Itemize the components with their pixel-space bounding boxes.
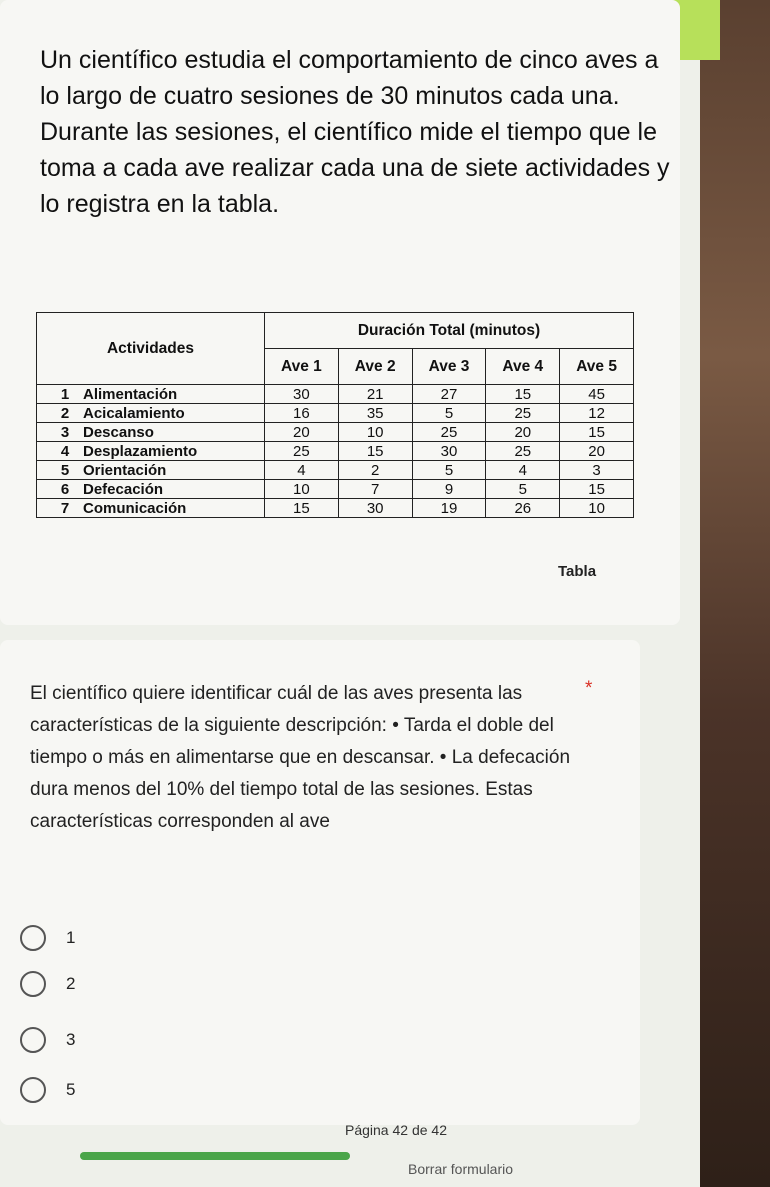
- value-cell: 4: [265, 461, 339, 480]
- intro-text: Un científico estudia el comportamiento de cinco aves a lo largo de cuatro sesiones de 30 minutos cada una. Durante las sesiones, el científico mide el tiempo que le toma a cada ave realizar cada una de siete actividades y lo registra en la tabla.: [40, 46, 670, 218]
- value-cell: 5: [412, 404, 486, 423]
- value-cell: 19: [412, 499, 486, 518]
- activity-name: Alimentación: [83, 385, 178, 403]
- header-ave-1: Ave 1: [265, 349, 339, 385]
- value-cell: 26: [486, 499, 560, 518]
- page-info: Página 42 de 42: [345, 1122, 447, 1138]
- table-row: [37, 442, 634, 461]
- activity-cell: [37, 461, 265, 480]
- value-cell: 27: [412, 385, 486, 404]
- value-cell: 20: [265, 423, 339, 442]
- table-row: [37, 480, 634, 499]
- activity-number: 3: [60, 423, 70, 441]
- activity-name: Comunicación: [83, 499, 187, 517]
- radio-button[interactable]: [20, 971, 46, 997]
- activity-cell: [37, 404, 265, 423]
- value-cell: 20: [486, 423, 560, 442]
- activity-name: Descanso: [83, 423, 154, 441]
- table-row: [37, 461, 634, 480]
- option-label: 1: [66, 928, 76, 947]
- value-cell: 25: [265, 442, 339, 461]
- value-cell: 10: [265, 480, 339, 499]
- activity-name: Orientación: [83, 461, 167, 479]
- value-cell: 25: [486, 404, 560, 423]
- activity-name: Acicalamiento: [83, 404, 185, 422]
- option-label: 5: [66, 1080, 76, 1099]
- header-ave-4: Ave 4: [486, 349, 560, 385]
- value-cell: 3: [560, 461, 634, 480]
- value-cell: 25: [486, 442, 560, 461]
- option-label: 2: [66, 974, 76, 993]
- option-2[interactable]: [20, 971, 75, 997]
- table-row: [37, 385, 634, 404]
- value-cell: 25: [412, 423, 486, 442]
- option-5[interactable]: [20, 1077, 75, 1103]
- value-cell: 4: [486, 461, 560, 480]
- activity-cell: [37, 442, 265, 461]
- option-label: 3: [66, 1030, 76, 1049]
- value-cell: 10: [560, 499, 634, 518]
- value-cell: 21: [338, 385, 412, 404]
- value-cell: 16: [265, 404, 339, 423]
- activity-name: Desplazamiento: [83, 442, 198, 460]
- table-body: [37, 385, 634, 518]
- value-cell: 10: [338, 423, 412, 442]
- activity-number: 2: [60, 404, 70, 422]
- table-row: [37, 423, 634, 442]
- clear-form-link[interactable]: Borrar formulario: [408, 1161, 514, 1177]
- progress-bar: [80, 1152, 350, 1160]
- activity-number: 5: [60, 461, 70, 479]
- activity-number: 6: [60, 480, 70, 498]
- activity-name: Defecación: [83, 480, 164, 498]
- table-row: [37, 404, 634, 423]
- activity-number: 1: [60, 385, 70, 403]
- value-cell: 20: [560, 442, 634, 461]
- value-cell: 30: [265, 385, 339, 404]
- value-cell: 7: [338, 480, 412, 499]
- header-activities: Actividades: [37, 313, 265, 385]
- activity-number: 7: [60, 499, 70, 517]
- header-ave-2: Ave 2: [338, 349, 412, 385]
- value-cell: 12: [560, 404, 634, 423]
- progress-fill: [80, 1152, 350, 1160]
- value-cell: 9: [412, 480, 486, 499]
- header-duration: Duración Total (minutos): [265, 313, 634, 349]
- table-caption: Tabla: [558, 563, 597, 580]
- activity-cell: [37, 480, 265, 499]
- value-cell: 15: [560, 480, 634, 499]
- header-ave-5: Ave 5: [560, 349, 634, 385]
- activity-cell: [37, 423, 265, 442]
- data-table: [36, 312, 634, 518]
- value-cell: 30: [412, 442, 486, 461]
- value-cell: 15: [560, 423, 634, 442]
- required-mark: *: [585, 678, 593, 699]
- activity-number: 4: [60, 442, 70, 460]
- radio-button[interactable]: [20, 925, 46, 951]
- value-cell: 5: [486, 480, 560, 499]
- question-text: El científico quiere identificar cuál de las aves presenta las características de la siguiente descripción: • Tarda el doble del tiempo o más en alimentarse que en descansar. • La defecación dura menos del 10% del tiempo total de las sesiones. Estas características corresponden al ave: [30, 683, 571, 832]
- radio-button[interactable]: [20, 1027, 46, 1053]
- activity-cell: [37, 499, 265, 518]
- value-cell: 35: [338, 404, 412, 423]
- value-cell: 5: [412, 461, 486, 480]
- radio-button[interactable]: [20, 1077, 46, 1103]
- option-3[interactable]: [20, 1027, 75, 1053]
- option-1[interactable]: [20, 925, 75, 951]
- header-ave-3: Ave 3: [412, 349, 486, 385]
- value-cell: 15: [265, 499, 339, 518]
- value-cell: 45: [560, 385, 634, 404]
- value-cell: 15: [486, 385, 560, 404]
- activity-cell: [37, 385, 265, 404]
- table-card: [0, 0, 680, 625]
- value-cell: 2: [338, 461, 412, 480]
- value-cell: 15: [338, 442, 412, 461]
- value-cell: 30: [338, 499, 412, 518]
- data-table-wrapper: [36, 312, 634, 518]
- table-row: [37, 499, 634, 518]
